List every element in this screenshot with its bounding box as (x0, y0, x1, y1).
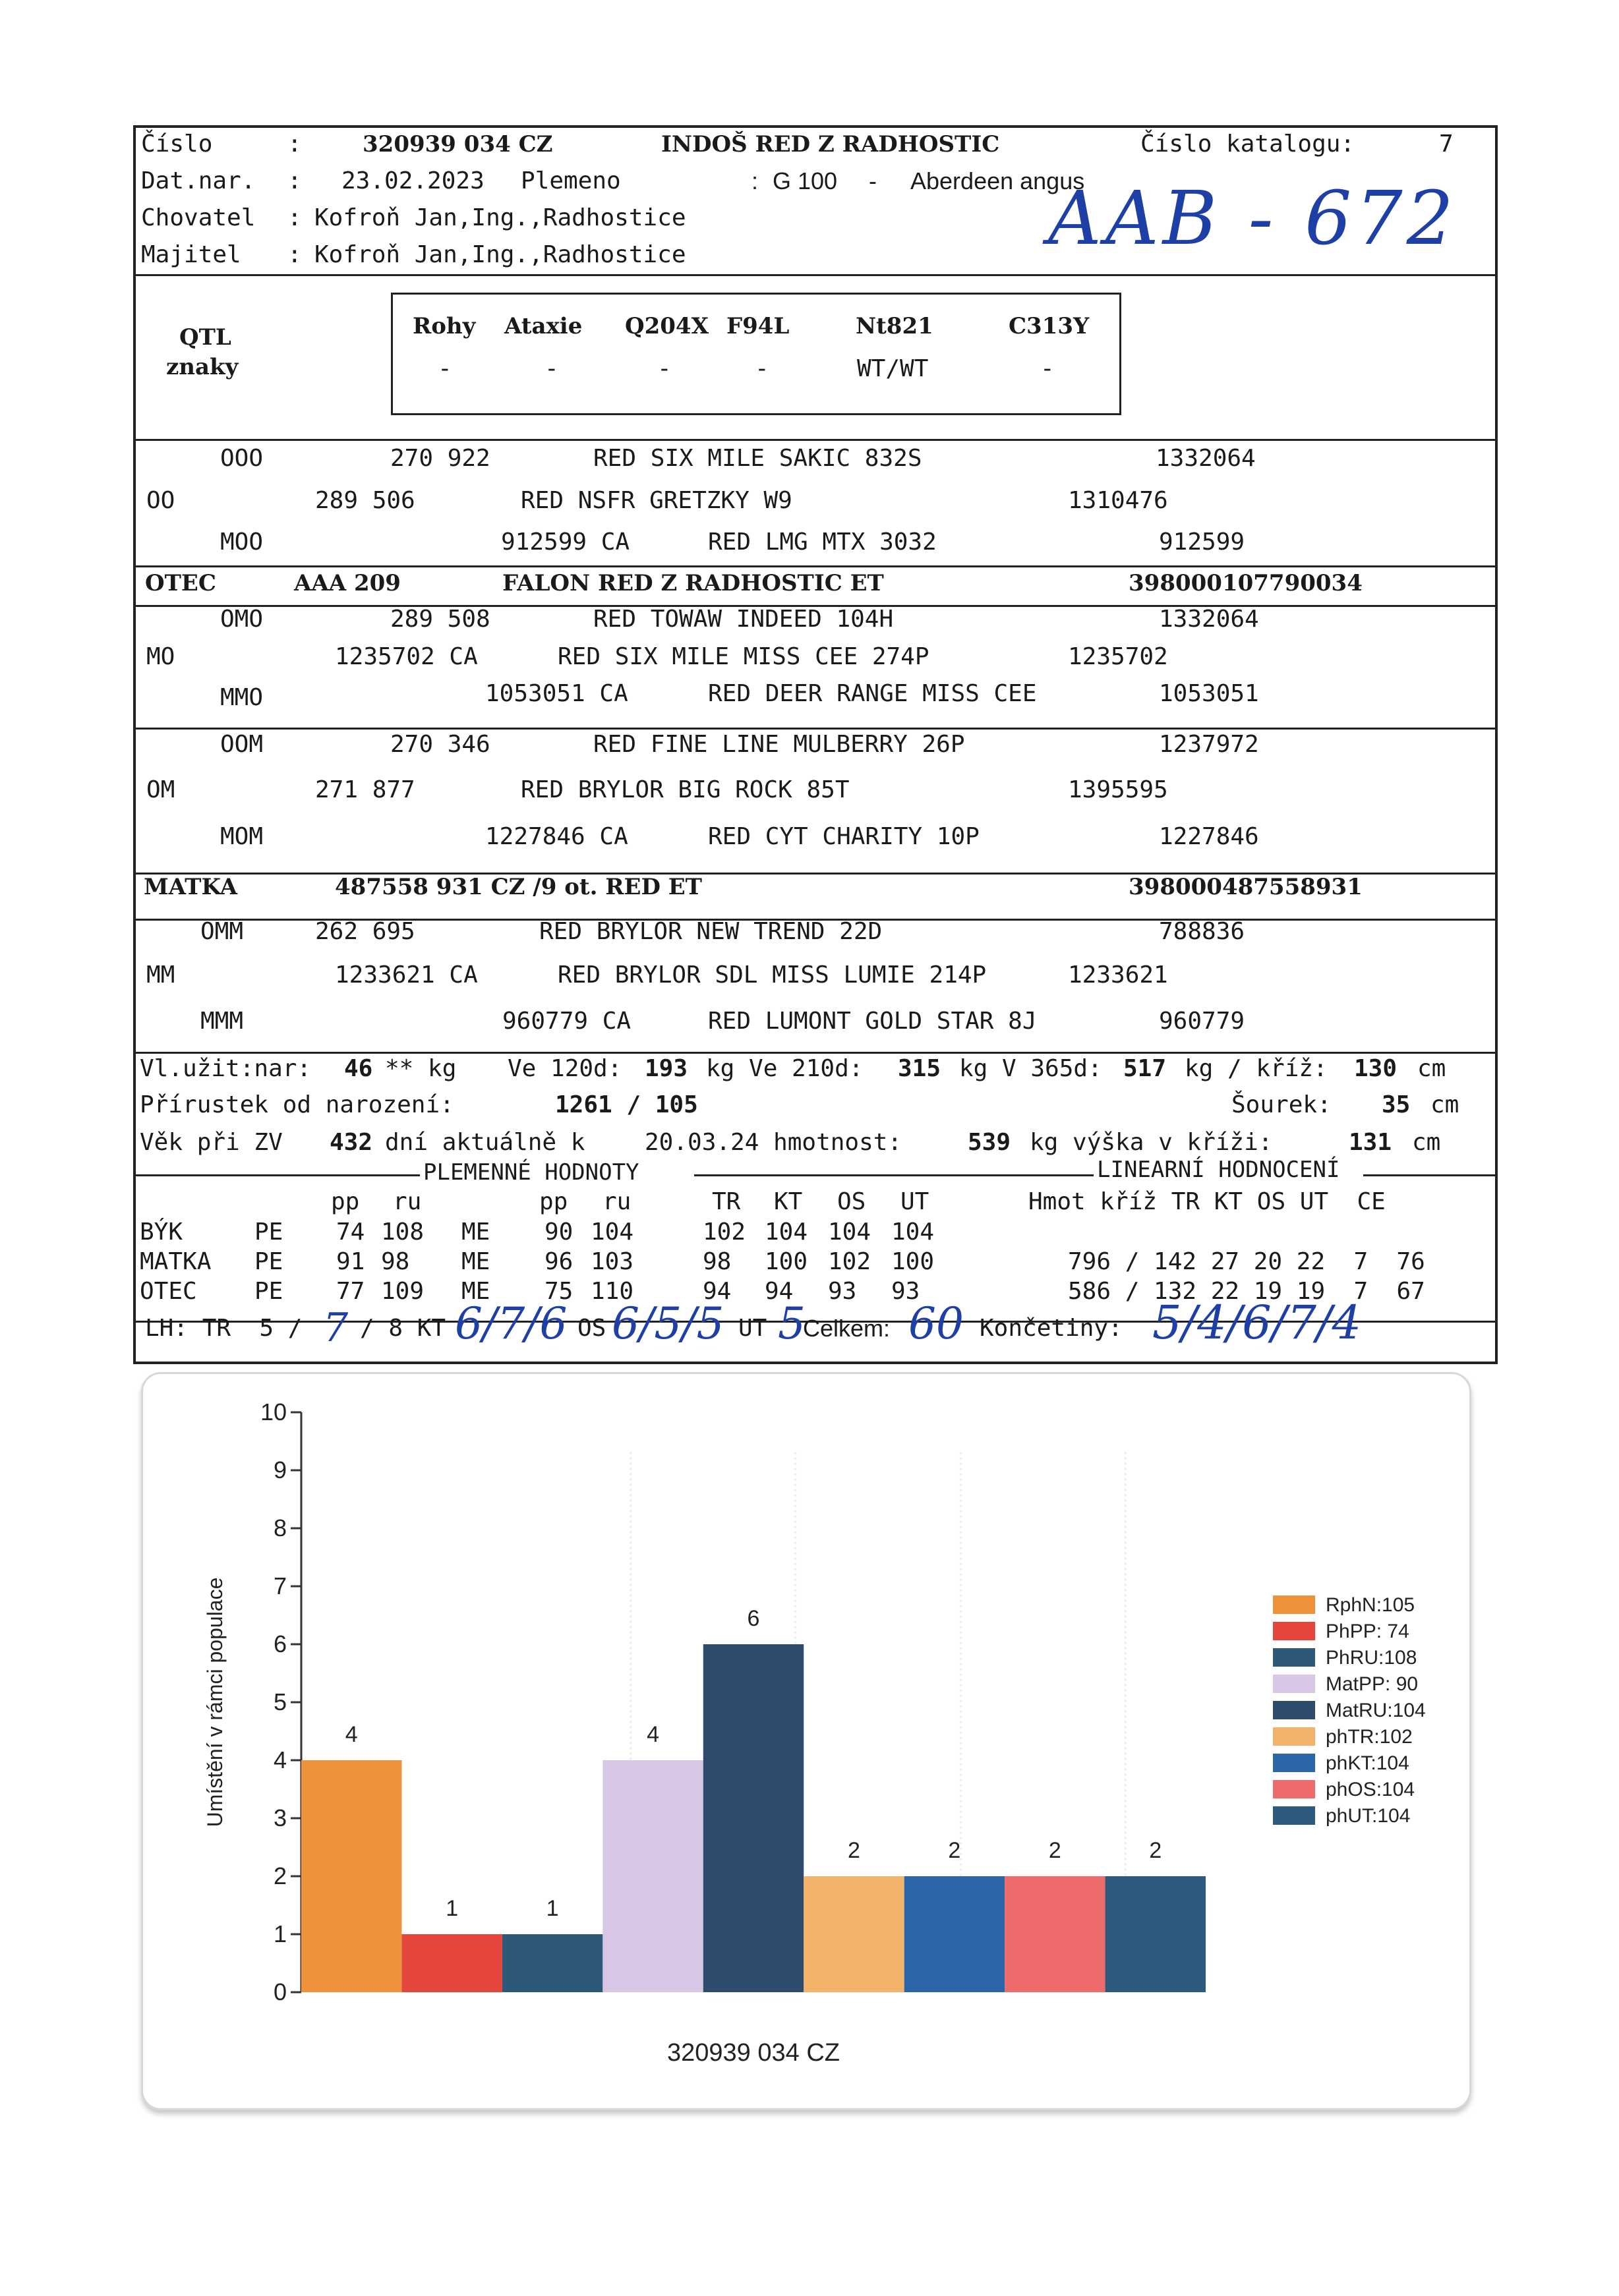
pedigree-num: 1233621 CA (335, 961, 478, 989)
breeding-cell-tr: 102 (703, 1219, 746, 1246)
qtl-col-c313y: C313Y (1009, 313, 1090, 339)
lh-handwritten: 6/7/6 (455, 1298, 568, 1349)
perf-value: 193 (645, 1055, 688, 1082)
chovatel-label: Chovatel (141, 204, 256, 231)
col-header: OS (837, 1188, 866, 1215)
breeding-cell-lin: 586 / 132 22 19 19 7 67 (1068, 1278, 1425, 1305)
bar-phru (502, 1934, 603, 1992)
data-label: 4 (345, 1722, 358, 1747)
pedigree-id: 912599 (1159, 529, 1245, 556)
perf-value: 539 (968, 1129, 1011, 1156)
pedigree-id: 1053051 (1159, 680, 1259, 707)
qtl-col-rohy: Rohy (413, 313, 476, 339)
legend-label: MatRU:104 (1326, 1700, 1426, 1721)
perf-label: Vl.užit:nar: (140, 1055, 312, 1082)
cislo-label: Číslo (141, 130, 213, 158)
breeding-cell-label: MATKA (140, 1248, 212, 1275)
breeding-cell-label: BÝK (140, 1219, 183, 1246)
breeding-cell-pe: PE (254, 1248, 283, 1275)
pedigree-name: RED BRYLOR BIG ROCK 85T (521, 776, 850, 803)
bar-rphn (301, 1760, 401, 1992)
katalog-label: Číslo katalogu: (1140, 130, 1355, 158)
perf-label: 20.03.24 hmotnost: (645, 1129, 902, 1156)
pedigree-code: MMM (200, 1008, 244, 1035)
pedigree-name: FALON RED Z RADHOSTIC ET (502, 570, 884, 596)
breeding-cell-tr: 94 (703, 1278, 732, 1305)
legend-label: phUT:104 (1326, 1805, 1411, 1827)
pedigree-code: MATKA (144, 874, 238, 900)
pedigree-code: OOM (220, 731, 264, 758)
divider (694, 1174, 1094, 1176)
data-label: 2 (1048, 1838, 1061, 1863)
perf-label: Ve 120d: (508, 1055, 622, 1082)
breeding-cell-ut: 93 (891, 1278, 920, 1305)
pedigree-num: AAA 209 (294, 570, 401, 596)
perf-value: 432 (330, 1129, 373, 1156)
qtl-val-ataxie: - (545, 355, 559, 382)
pedigree-num: 289 508 (390, 606, 490, 633)
perf-label: Věk při ZV (140, 1129, 283, 1156)
lh-label: Končetiny: (980, 1315, 1123, 1342)
qtl-col-f94l: F94L (726, 313, 790, 339)
pedigree-code: OMM (200, 918, 244, 945)
data-label: 1 (546, 1896, 559, 1921)
perf-value: 131 (1349, 1129, 1392, 1156)
breeding-cell-ut: 104 (891, 1219, 935, 1246)
breeding-cell-ru2: 103 (591, 1248, 634, 1275)
plemeno-name: Aberdeen angus (910, 167, 1085, 194)
legend-label: phKT:104 (1326, 1752, 1409, 1774)
bull-name: INDOŠ RED Z RADHOSTIC (661, 131, 1000, 158)
perf-label: kg výška v kříži: (1030, 1129, 1273, 1156)
perf-value: 1261 / 105 (555, 1091, 698, 1118)
divider (135, 1174, 420, 1176)
linearni-title: LINEARNÍ HODNOCENÍ (1097, 1157, 1340, 1183)
qtl-val-rohy: - (438, 355, 452, 382)
y-tick-label: 10 (260, 1398, 287, 1425)
pedigree-num: 1235702 CA (335, 643, 478, 670)
pedigree-name: RED BRYLOR SDL MISS LUMIE 214P (558, 961, 987, 989)
legend-swatch (1273, 1701, 1315, 1719)
handwritten-code: AAB - 672 (1048, 176, 1457, 262)
breeding-cell-pp: 91 (336, 1248, 365, 1275)
plemeno-code: G 100 (773, 167, 838, 194)
pedigree-num: 289 506 (315, 487, 415, 514)
pedigree-name: RED BRYLOR NEW TREND 22D (539, 918, 883, 945)
bar-chart (143, 1374, 1469, 2108)
pedigree-id: 1332064 (1159, 606, 1259, 633)
breeding-cell-pp: 74 (336, 1219, 365, 1246)
y-tick-label: 8 (273, 1514, 287, 1541)
perf-value: 46 (344, 1055, 373, 1082)
pedigree-num: 487558 931 CZ /9 ot. RED ET (335, 874, 702, 900)
legend-label: phTR:102 (1326, 1726, 1413, 1748)
divider (136, 565, 1495, 567)
legend-label: PhPP: 74 (1326, 1621, 1409, 1642)
legend-swatch (1273, 1754, 1315, 1772)
breeding-cell-me: ME (461, 1278, 490, 1305)
pedigree-id: 1310476 (1068, 487, 1168, 514)
pedigree-code: MM (146, 961, 175, 989)
perf-label: cm (1430, 1091, 1459, 1118)
pedigree-code: MO (146, 643, 175, 670)
bar-phkt (904, 1876, 1005, 1992)
breeding-cell-ru: 98 (381, 1248, 410, 1275)
legend-label: PhRU:108 (1326, 1647, 1417, 1669)
legend-swatch (1273, 1675, 1315, 1693)
breeding-cell-pe: PE (254, 1219, 283, 1246)
breeding-cell-kt: 104 (765, 1219, 808, 1246)
y-axis-label: Umístění v rámci populace (203, 1577, 227, 1827)
breeding-cell-kt: 94 (765, 1278, 794, 1305)
y-tick-label: 7 (273, 1572, 287, 1599)
lh-label: LH: TR 5 / (145, 1315, 303, 1342)
perf-label: kg / kříž: (1185, 1055, 1328, 1082)
plemeno-dash: - (869, 167, 877, 194)
perf-label: Šourek: (1231, 1091, 1332, 1118)
data-label: 4 (647, 1722, 660, 1747)
lh-label: UT (738, 1315, 767, 1342)
lh-label: Celkem: (803, 1315, 891, 1342)
breeding-cell-label: OTEC (140, 1278, 197, 1305)
breeding-cell-pe: PE (254, 1278, 283, 1305)
pedigree-name: RED LUMONT GOLD STAR 8J (708, 1008, 1037, 1035)
pedigree-num: 1227846 CA (485, 823, 628, 850)
data-label: 2 (948, 1838, 961, 1863)
majitel-value: Kofroň Jan,Ing.,Radhostice (314, 241, 686, 268)
bar-phos (1005, 1876, 1105, 1992)
pedigree-name: RED SIX MILE SAKIC 832S (593, 445, 922, 472)
legend-swatch (1273, 1780, 1315, 1798)
legend-label: MatPP: 90 (1326, 1673, 1419, 1695)
pedigree-name: RED DEER RANGE MISS CEE (708, 680, 1037, 707)
pedigree-name: RED CYT CHARITY 10P (708, 823, 980, 850)
y-tick-label: 5 (273, 1688, 287, 1715)
qtl-col-nt821: Nt821 (856, 313, 933, 339)
pedigree-id: 1237972 (1159, 731, 1259, 758)
pedigree-name: RED TOWAW INDEED 104H (593, 606, 894, 633)
divider (1363, 1174, 1495, 1176)
lh-label: OS (577, 1315, 606, 1342)
lh-handwritten: 7 (323, 1305, 349, 1351)
perf-label: cm (1417, 1055, 1446, 1082)
perf-label: cm (1412, 1129, 1441, 1156)
lh-handwritten: 60 (908, 1298, 964, 1349)
y-tick-label: 4 (273, 1746, 287, 1773)
perf-value: 315 (898, 1055, 941, 1082)
breeding-cell-ru2: 104 (591, 1219, 634, 1246)
breeding-cell-me: ME (461, 1248, 490, 1275)
pedigree-id: 1395595 (1068, 776, 1168, 803)
divider (136, 439, 1495, 441)
pedigree-id: 398000107790034 (1129, 570, 1363, 596)
pedigree-name: RED SIX MILE MISS CEE 274P (558, 643, 929, 670)
y-tick-label: 6 (273, 1630, 287, 1657)
pedigree-name: RED NSFR GRETZKY W9 (521, 487, 792, 514)
colon: : (287, 167, 302, 194)
breeding-cell-lin: 796 / 142 27 20 22 7 76 (1068, 1248, 1425, 1275)
breeding-cell-pp2: 90 (545, 1219, 574, 1246)
pedigree-num: 271 877 (315, 776, 415, 803)
datnar-label: Dat.nar. (141, 167, 256, 194)
col-header: ru (603, 1188, 632, 1215)
qtl-val-nt821: WT/WT (857, 355, 929, 382)
lin-header: Hmot kříž TR KT OS UT CE (1028, 1188, 1386, 1215)
perf-label: kg V 365d: (959, 1055, 1102, 1082)
col-header: UT (900, 1188, 929, 1215)
breeding-cell-tr: 98 (703, 1248, 732, 1275)
legend-swatch (1273, 1727, 1315, 1746)
pedigree-id: 1235702 (1068, 643, 1168, 670)
pedigree-num: 270 346 (390, 731, 490, 758)
legend-swatch (1273, 1622, 1315, 1640)
colon: : (287, 130, 302, 158)
pedigree-num: 270 922 (390, 445, 490, 472)
legend-swatch (1273, 1648, 1315, 1667)
breeding-cell-os: 104 (828, 1219, 871, 1246)
breeding-cell-os: 93 (828, 1278, 857, 1305)
perf-label: Přírustek od narození: (140, 1091, 454, 1118)
col-header: TR (712, 1188, 741, 1215)
lh-handwritten: 5 (778, 1298, 806, 1349)
pedigree-id: 398000487558931 (1129, 874, 1363, 900)
data-label: 2 (847, 1838, 860, 1863)
lh-handwritten: 5/4/6/7/4 (1152, 1296, 1362, 1350)
legend-swatch (1273, 1595, 1315, 1614)
majitel-label: Majitel (141, 241, 241, 268)
qtl-box (391, 293, 1121, 415)
lh-label: / 8 KT (360, 1315, 446, 1342)
pedigree-num: 960779 CA (502, 1008, 632, 1035)
lh-handwritten: 6/5/5 (612, 1298, 724, 1349)
col-header: KT (774, 1188, 803, 1215)
qtl-val-c313y: - (1040, 355, 1055, 382)
y-tick-label: 3 (273, 1804, 287, 1831)
breeding-cell-ru: 109 (381, 1278, 425, 1305)
pedigree-code: MOO (220, 529, 264, 556)
breeding-cell-os: 102 (828, 1248, 871, 1275)
y-tick-label: 9 (273, 1456, 287, 1483)
breeding-cell-pp2: 75 (545, 1278, 574, 1305)
pedigree-code: OMO (220, 606, 264, 633)
perf-label: ** kg (385, 1055, 457, 1082)
colon: : (287, 204, 302, 231)
plemeno-label: Plemeno (521, 167, 621, 194)
bar-phpp (401, 1934, 502, 1992)
pedigree-code: OOO (220, 445, 264, 472)
colon: : (287, 241, 302, 268)
cislo-value: 320939 034 CZ (363, 131, 553, 158)
legend-swatch (1273, 1806, 1315, 1825)
qtl-label: QTL (179, 324, 231, 351)
col-header: pp (539, 1188, 568, 1215)
breeding-cell-ut: 100 (891, 1248, 935, 1275)
pedigree-code: OTEC (145, 570, 216, 596)
perf-label: dní aktuálně k (385, 1129, 585, 1156)
perf-value: 517 (1123, 1055, 1167, 1082)
divider (136, 728, 1495, 730)
legend-label: phOS:104 (1326, 1779, 1415, 1800)
pedigree-code: MOM (220, 823, 264, 850)
y-tick-label: 1 (273, 1920, 287, 1947)
qtl-val-f94l: - (755, 355, 769, 382)
y-tick-label: 2 (273, 1862, 287, 1889)
katalog-value: 7 (1439, 130, 1454, 158)
col-header: pp (331, 1188, 360, 1215)
bar-matpp (603, 1760, 703, 1992)
perf-value: 130 (1354, 1055, 1398, 1082)
plemeno-colon: : (751, 167, 759, 194)
legend-label: RphN:105 (1326, 1594, 1415, 1616)
data-label: 6 (747, 1606, 760, 1631)
col-header: ru (393, 1188, 422, 1215)
pedigree-id: 1233621 (1068, 961, 1168, 989)
bar-matru (703, 1644, 804, 1992)
breeding-cell-pp2: 96 (545, 1248, 574, 1275)
qtl-col-q204x: Q204X (625, 313, 709, 339)
pedigree-code: OO (146, 487, 175, 514)
pedigree-id: 1332064 (1156, 445, 1256, 472)
x-axis-label: 320939 034 CZ (667, 2039, 840, 2067)
pedigree-name: RED LMG MTX 3032 (708, 529, 937, 556)
breeding-cell-me: ME (461, 1219, 490, 1246)
chart-panel (141, 1372, 1471, 2110)
pedigree-id: 960779 (1159, 1008, 1245, 1035)
pedigree-num: 262 695 (315, 918, 415, 945)
perf-value: 35 (1382, 1091, 1411, 1118)
pedigree-num: 912599 CA (501, 529, 630, 556)
bar-phut (1105, 1876, 1206, 1992)
datnar-value: 23.02.2023 (341, 167, 485, 194)
breeding-cell-ru2: 110 (591, 1278, 634, 1305)
breeding-cell-pp: 77 (336, 1278, 365, 1305)
pedigree-code: MMO (220, 684, 264, 711)
pedigree-id: 788836 (1159, 918, 1245, 945)
plemenne-title: PLEMENNÉ HODNOTY (423, 1159, 639, 1186)
y-tick-label: 0 (273, 1978, 287, 2005)
divider (136, 274, 1495, 276)
data-label: 1 (446, 1896, 459, 1921)
perf-label: kg Ve 210d: (706, 1055, 864, 1082)
qtl-label-2: znaky (166, 354, 239, 380)
pedigree-num: 1053051 CA (485, 680, 628, 707)
chovatel-value: Kofroň Jan,Ing.,Radhostice (314, 204, 686, 231)
qtl-col-ataxie: Ataxie (504, 313, 583, 339)
pedigree-id: 1227846 (1159, 823, 1259, 850)
bar-phtr (804, 1876, 904, 1992)
breeding-cell-kt: 100 (765, 1248, 808, 1275)
breeding-cell-ru: 108 (381, 1219, 425, 1246)
qtl-val-q204x: - (657, 355, 672, 382)
pedigree-code: OM (146, 776, 175, 803)
pedigree-name: RED FINE LINE MULBERRY 26P (593, 731, 965, 758)
divider (136, 1052, 1495, 1054)
data-label: 2 (1149, 1838, 1162, 1863)
